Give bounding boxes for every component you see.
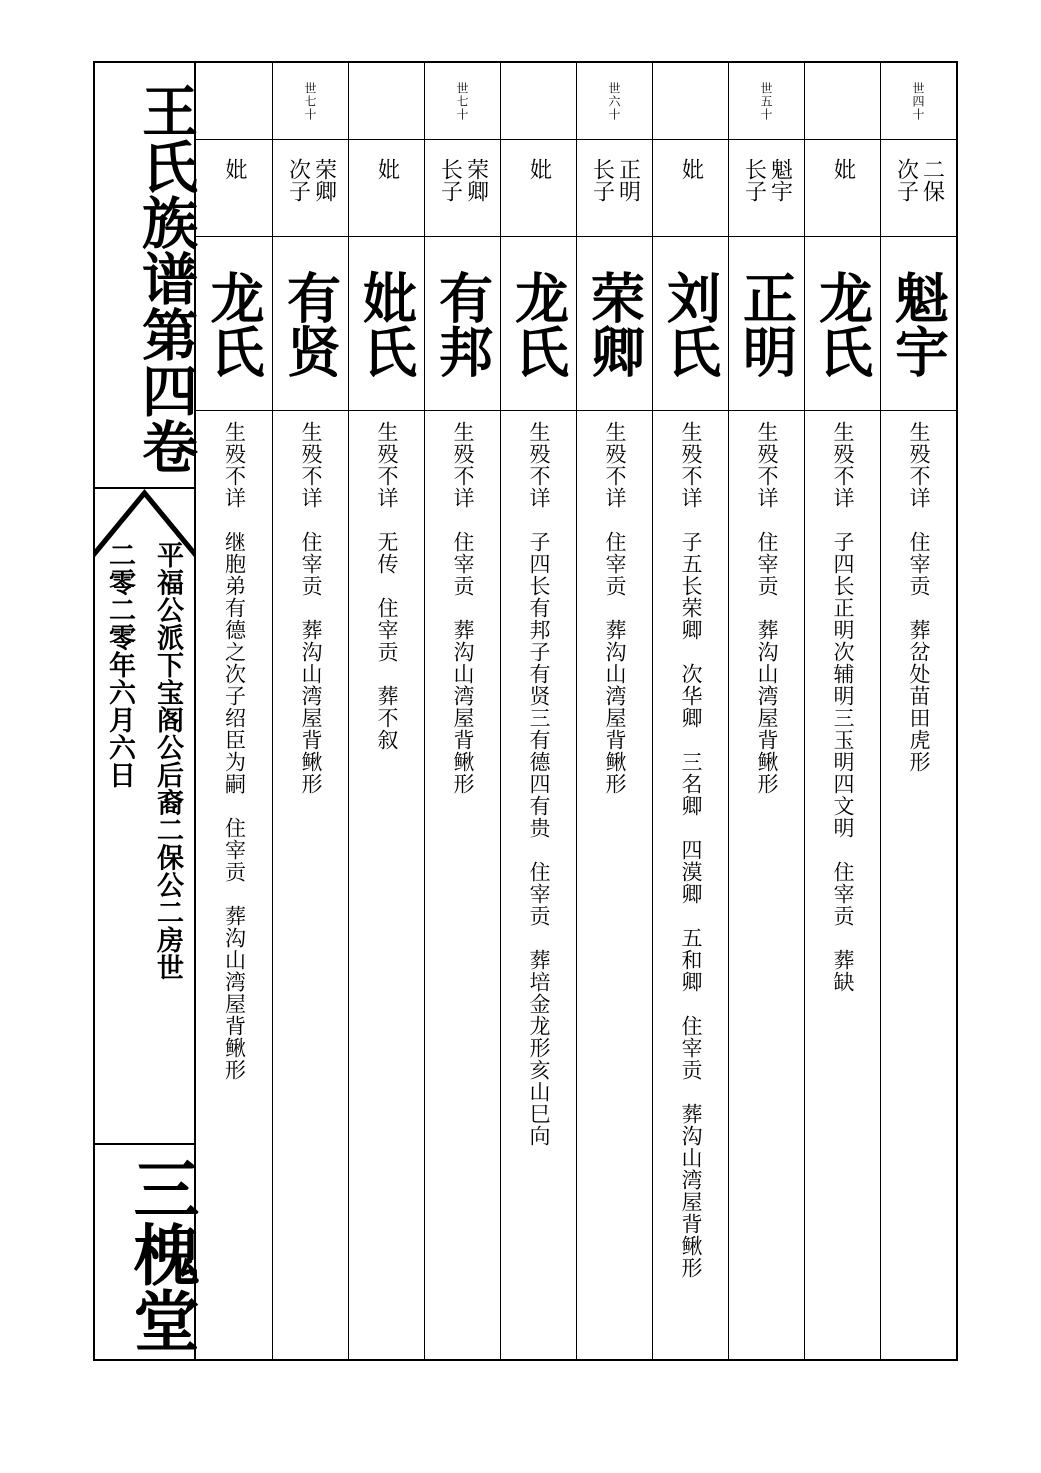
generation-label <box>653 63 728 140</box>
generation-label <box>805 63 880 140</box>
entry-grid <box>196 63 956 1359</box>
generation-label: 世五十 <box>729 63 804 140</box>
person-bio: 生殁不详 住宰贡 葬沟山湾屋背鳅形 <box>451 421 475 795</box>
relation-label: 荣卿长子 <box>425 140 500 237</box>
person-name: 荣卿 <box>577 237 652 411</box>
relation-label: 荣卿次子 <box>273 140 348 237</box>
entry-column <box>500 63 576 1359</box>
person-name: 有邦 <box>425 237 500 411</box>
entry-column <box>348 63 424 1359</box>
person-bio: 生殁不详 子四长有邦子有贤三有德四有贵 住宰贡 葬培金龙形亥山巳向 <box>527 421 551 1147</box>
relation-label: 二保次子 <box>881 140 956 237</box>
hall-divider <box>95 1143 194 1145</box>
person-name: 刘氏 <box>653 237 728 411</box>
person-bio: 生殁不详 子四长正明次辅明三玉明四文明 住宰贡 葬缺 <box>831 421 855 993</box>
generation-label <box>501 63 576 140</box>
person-name: 龙氏 <box>501 237 576 411</box>
relation-label: 妣 <box>653 140 728 237</box>
relation-label: 魁宇长子 <box>729 140 804 237</box>
person-name: 龙氏 <box>196 237 272 411</box>
entry-column <box>804 63 880 1359</box>
generation-label <box>349 63 424 140</box>
person-bio: 生殁不详 住宰贡 葬岔处苗田虎形 <box>907 421 931 773</box>
relation-label: 妣 <box>196 140 272 237</box>
relation-label: 妣 <box>501 140 576 237</box>
generation-label: 世六十 <box>577 63 652 140</box>
person-bio: 生殁不详 继胞弟有德之次子绍臣为嗣 住宰贡 葬沟山湾屋背鳅形 <box>222 421 247 1081</box>
person-bio: 生殁不详 住宰贡 葬沟山湾屋背鳅形 <box>603 421 627 795</box>
generation-label <box>196 63 272 140</box>
entry-column <box>424 63 500 1359</box>
book-title: 王氏族谱第四卷 <box>133 82 199 474</box>
entry-column <box>576 63 652 1359</box>
person-name: 妣氏 <box>349 237 424 411</box>
genealogy-page <box>93 61 958 1361</box>
person-bio: 生殁不详 住宰贡 葬沟山湾屋背鳅形 <box>755 421 779 795</box>
generation-label: 世七十 <box>425 63 500 140</box>
left-panel <box>95 63 200 1359</box>
entry-column <box>272 63 348 1359</box>
lineage-subtitle: 平福公派下宝阁公后裔二保公二房世 <box>152 541 183 981</box>
person-name: 魁宇 <box>881 237 956 411</box>
person-bio: 生殁不详 子五长荣卿 次华卿 三名卿 四漠卿 五和卿 住宰贡 葬沟山湾屋背鳅形 <box>679 421 703 1279</box>
person-bio: 生殁不详 住宰贡 葬沟山湾屋背鳅形 <box>299 421 323 795</box>
entry-column <box>880 63 956 1359</box>
hall-name: 三槐堂 <box>122 1154 200 1353</box>
relation-label: 正明长子 <box>577 140 652 237</box>
generation-label: 世四十 <box>881 63 956 140</box>
person-bio: 生殁不详 无传 住宰贡 葬不叙 <box>375 421 399 751</box>
compile-date: 二零二零年六月六日 <box>104 541 135 789</box>
person-name: 有贤 <box>273 237 348 411</box>
relation-label: 妣 <box>349 140 424 237</box>
entry-column <box>728 63 804 1359</box>
person-name: 龙氏 <box>805 237 880 411</box>
relation-label: 妣 <box>805 140 880 237</box>
person-name: 正明 <box>729 237 804 411</box>
generation-label: 世七十 <box>273 63 348 140</box>
entry-column <box>652 63 728 1359</box>
entry-column <box>196 63 272 1359</box>
